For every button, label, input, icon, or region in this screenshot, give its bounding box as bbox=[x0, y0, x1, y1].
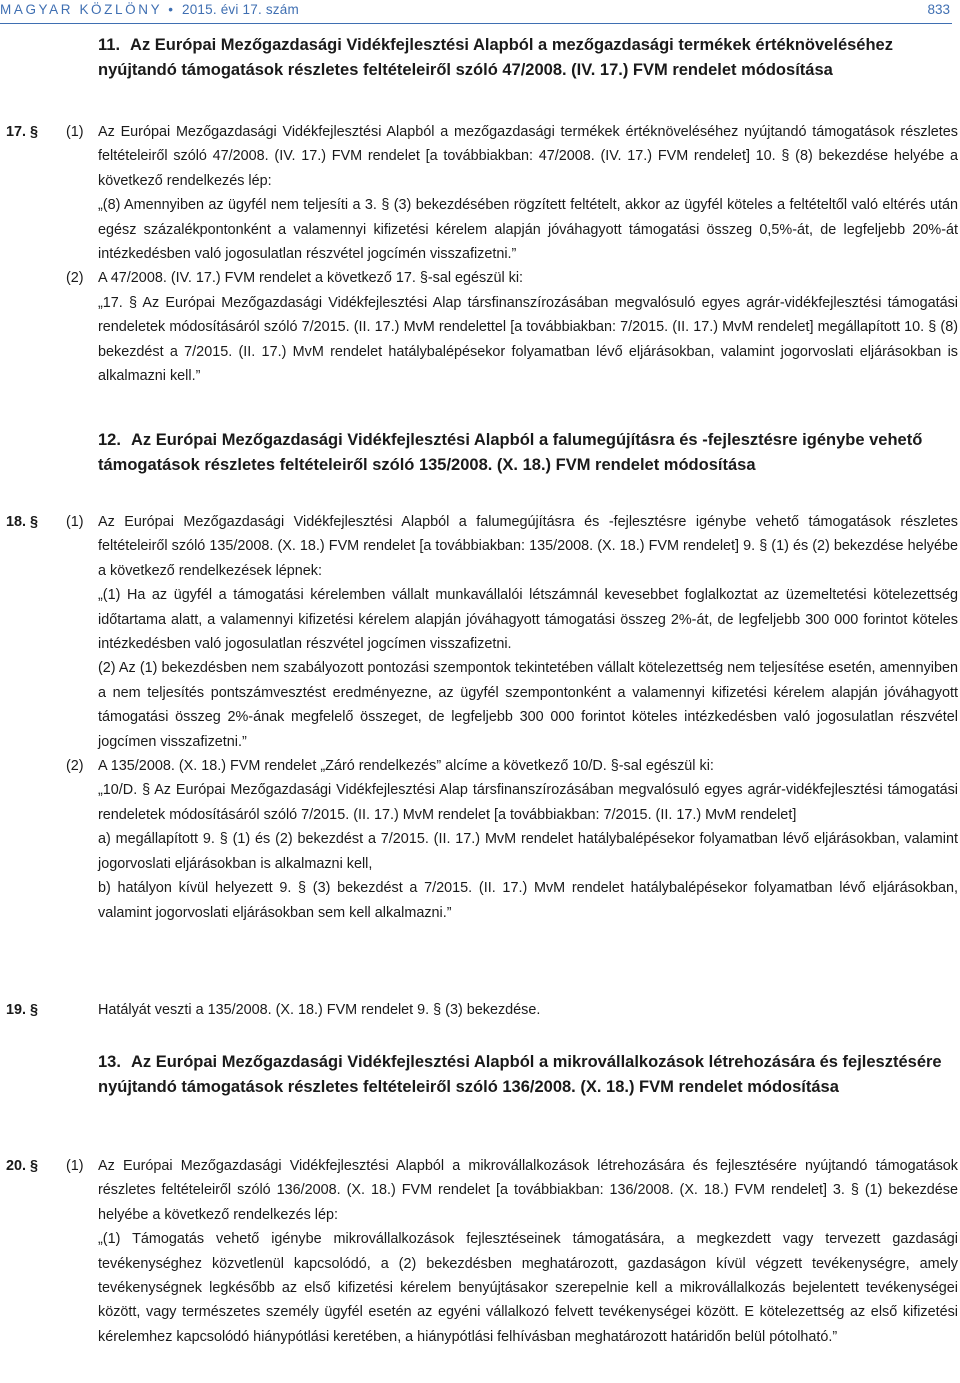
subsection-17-2 bbox=[0, 266, 958, 388]
subsection-20-1 bbox=[0, 1154, 958, 1349]
header-rule bbox=[0, 23, 952, 24]
quoted-point-a: a) megállapított 9. § (1) és (2) bekezdést a 7/2015. (II. 17.) MvM rendelet hatálybalépésekor folyamatban lévő eljárásokban, valamint jogorvoslati eljárásokban is alkalmazni kell, bbox=[98, 831, 958, 872]
running-head bbox=[0, 2, 299, 17]
subsection-text: Az Európai Mezőgazdasági Vidékfejlesztési Alapból a mezőgazdasági termékek értéknöveléséhez nyújtandó támogatások részletes feltételeiről szóló 47/2008. (IV. 17.) FVM rendelet [a továbbiakban: 47/2008. (IV. 17.) FVM rendelet] 10. § (8) bekezdése helyébe a következő rendelkezés lép: bbox=[98, 124, 958, 189]
quoted-provision: (2) Az (1) bekezdésben nem szabályozott pontozási szempontok tekintetében vállalt kötelezettség nem teljesítése esetén, amennyiben a nem teljesítés pontszámvesztést eredményezne, az ügyfél szempontonként a valamennyi kifizetési kérelem alapján jóváhagyott támogatási összeg 2%-ának megfelelő összeget, de legfeljebb 300 000 forintot köteles intézkedésben való jogosulatlan részvétel jogcímen visszafizetni.” bbox=[98, 660, 958, 750]
subsection-text: Az Európai Mezőgazdasági Vidékfejlesztési Alapból a falumegújításra és -fejlesztésre igénybe vehető támogatások részletes feltételeiről szóló 135/2008. (X. 18.) FVM rendelet [a továbbiakban: 135/2008. (X. 18.) FVM rendelet] 9. § (1) és (2) bekezdése helyébe a következő rendelkezések lépnek: bbox=[98, 514, 958, 579]
subsection-label: (1) bbox=[66, 1158, 84, 1174]
subsection-label: (2) bbox=[66, 270, 84, 287]
paragraph-number: 17. § bbox=[6, 124, 39, 140]
paragraph-number: 19. § bbox=[6, 1002, 39, 1018]
subsection-text: Hatályát veszti a 135/2008. (X. 18.) FVM rendelet 9. § (3) bekezdése. bbox=[98, 1002, 541, 1018]
quoted-provision: „17. § Az Európai Mezőgazdasági Vidékfejlesztési Alap társfinanszírozásában megvalósuló egyes agrár-vidékfejlesztési támogatási rendeletek módosításáról szóló 7/2015. (II. 17.) MvM rendelettel [a továbbiakban: 7/2015. (II. 17.) MvM rendelet] megállapított 10. § (8) bekezdést a 7/2015. (II. 17.) MvM rendelet hatálybalépésekor folyamatban lévő eljárásokban, valamint jogorvoslati eljárásokban is alkalmazni kell.” bbox=[98, 294, 958, 385]
section-number: 12. bbox=[98, 431, 121, 449]
subsection-text: Az Európai Mezőgazdasági Vidékfejlesztési Alapból a mikrovállalkozások létrehozására és fejlesztésére nyújtandó támogatások részletes feltételeiről szóló 136/2008. (X. 18.) FVM rendelet [a továbbiakban: 136/2008. (X. 18.) FVM rendelet] 3. § (1) bekezdése helyébe a következő rendelkezés lép: bbox=[98, 1158, 958, 1223]
paragraph-17 bbox=[0, 120, 958, 388]
subsection-label: (2) bbox=[66, 758, 84, 775]
quoted-point-b: b) hatályon kívül helyezett 9. § (3) bekezdést a 7/2015. (II. 17.) MvM rendelet hatálybalépésekor folyamatban lévő eljárásokban, valamint jogorvoslati eljárásokban sem kell alkalmazni.” bbox=[98, 880, 958, 921]
subsection-18-2 bbox=[0, 754, 958, 925]
quoted-provision: „(8) Amennyiben az ügyfél nem teljesíti a 3. § (3) bekezdésében rögzített feltételt, akkor az ügyfél köteles a feltételtől való eltérés után egész százalékpontonként a valamennyi kifizetési kérelem alapján jóváhagyott támogatási összeg 0,5%-át, de legfeljebb 20%-át intézkedésben való jogosulatlan részvétel jogcímén visszafizetni.” bbox=[98, 197, 958, 263]
section-title-12 bbox=[98, 428, 948, 477]
quoted-provision: „(1) Ha az ügyfél a támogatási kérelemben vállalt munkavállalói létszámnál kevesebbet foglalkoztat az üzemeltetési kötelezettség időtartama alatt, a valamennyi kifizetési kérelem alapján jóváhagyott támogatási összeg 2%-át, de legfeljebb 300 000 forintot köteles intézkedésben való jogosulatlan részvétel jogcímen visszafizetni. bbox=[98, 587, 958, 653]
subsection-label: (1) bbox=[66, 514, 84, 530]
section-title-13 bbox=[98, 1050, 948, 1099]
paragraph-19 bbox=[0, 998, 958, 1022]
section-number: 11. bbox=[98, 36, 121, 54]
paragraph-18 bbox=[0, 510, 958, 925]
subsection-label: (1) bbox=[66, 124, 84, 140]
page-number: 833 bbox=[927, 2, 950, 17]
paragraph-number: 20. § bbox=[6, 1158, 39, 1174]
subsection-text: A 135/2008. (X. 18.) FVM rendelet „Záró rendelkezés” alcíme a következő 10/D. §-sal egészül ki: bbox=[98, 758, 714, 775]
section-title-text: Az Európai Mezőgazdasági Vidékfejlesztési Alapból a mezőgazdasági termékek értéknöveléséhez nyújtandó támogatások részletes feltételeiről szóló 47/2008. (IV. 17.) FVM rendelet módosítása bbox=[98, 36, 893, 79]
header-bullet: • bbox=[168, 2, 176, 17]
subsection-17-1 bbox=[0, 120, 958, 266]
journal-name: MAGYAR KÖZLÖNY bbox=[0, 2, 162, 17]
paragraph-number: 18. § bbox=[6, 514, 39, 530]
quoted-provision: „10/D. § Az Európai Mezőgazdasági Vidékfejlesztési Alap társfinanszírozásában megvalósuló egyes agrár-vidékfejlesztési támogatási rendeletek módosításáról szóló 7/2015. (II. 17.) MvM rendelet [a továbbiakban: 7/2015. (II. 17.) MvM rendelet] bbox=[98, 782, 958, 823]
quoted-provision: „(1) Támogatás vehető igénybe mikrovállalkozások fejlesztéseinek támogatására, a megkezdett vagy tervezett gazdasági tevékenységhez közvetlenül kapcsolódó, a (2) bekezdésben meghatározott, gazdaságon kívül végzett tevékenységre, amely tevékenységnek legkésőbb az első kifizetési kérelem benyújtásakor szerepelnie kell a mikrovállalkozás bejelentett tevékenységei között, vagy természetes személy ügyfél esetén az egyéni vállalkozó felvett tevékenységei között. E kötelezettség az első kifizetési kérelemhez kapcsolódó hiánypótlási keretében, a hiánypótlási felhívásban meghatározott határidőn belül pótolható.” bbox=[98, 1231, 958, 1345]
section-title-11 bbox=[98, 33, 948, 82]
section-title-text: Az Európai Mezőgazdasági Vidékfejlesztési Alapból a falumegújításra és -fejlesztésre igénybe vehető támogatások részletes feltételeiről szóló 135/2008. (X. 18.) FVM rendelet módosítása bbox=[98, 431, 923, 474]
subsection-19 bbox=[0, 998, 958, 1022]
paragraph-20 bbox=[0, 1154, 958, 1349]
section-title-text: Az Európai Mezőgazdasági Vidékfejlesztési Alapból a mikrovállalkozások létrehozására és fejlesztésére nyújtandó támogatások részletes feltételeiről szóló 136/2008. (X. 18.) FVM rendelet módosítása bbox=[98, 1053, 942, 1096]
page-header bbox=[0, 2, 960, 24]
subsection-text: A 47/2008. (IV. 17.) FVM rendelet a következő 17. §-sal egészül ki: bbox=[98, 270, 524, 287]
section-number: 13. bbox=[98, 1053, 121, 1071]
issue-date: 2015. évi 17. szám bbox=[181, 2, 299, 17]
subsection-18-1 bbox=[0, 510, 958, 754]
